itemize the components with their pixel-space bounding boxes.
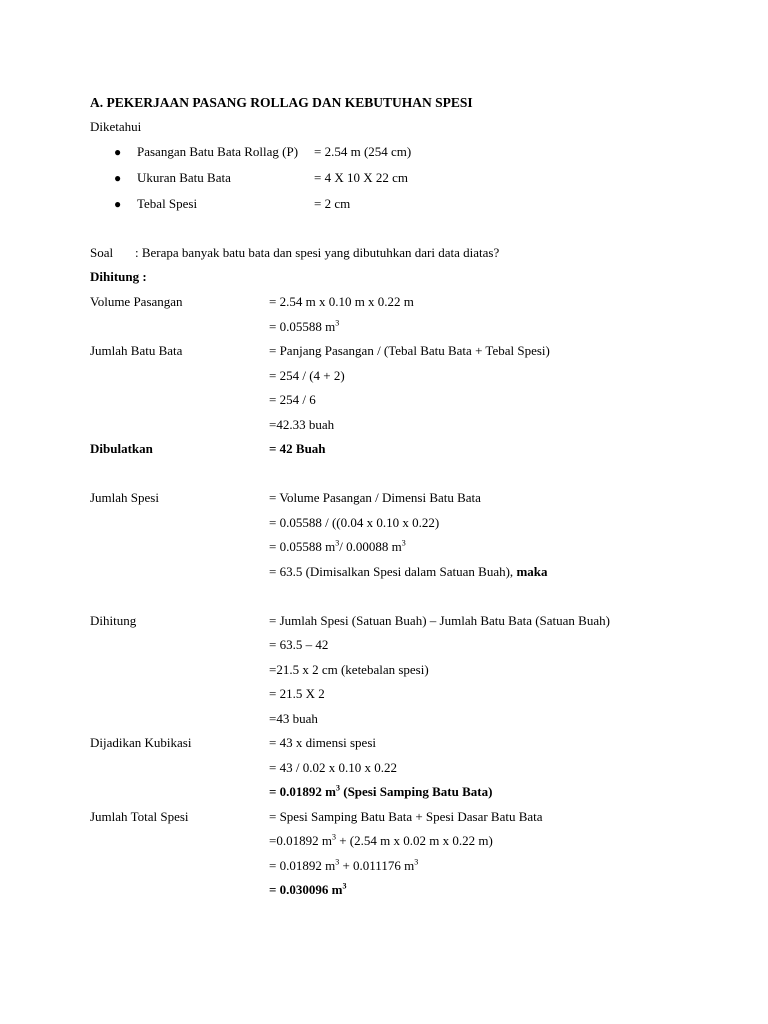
given-label: Ukuran Batu Bata [137,170,231,185]
document-title: A. PEKERJAAN PASANG ROLLAG DAN KEBUTUHAN SPESI [90,95,473,110]
bullet-icon: ● [114,171,122,185]
final-result: = 0.030096 $m^3$ [269,881,347,897]
calc-line: = Jumlah Spesi (Satuan Buah) – Jumlah Batu Bata (Satuan Buah) [269,613,610,628]
calc-line: = 0.01892 $m^3 + 0.011176$ $m^3$ [269,857,419,873]
jumlah-batu-bata-label: Jumlah Batu Bata [90,343,183,358]
calc-line: = 63.5 (Dimisalkan Spesi dalam Satuan Buah), maka [269,564,548,579]
calc-line: = 0.05588 / ((0.04 x 0.10 x 0.22) [269,515,440,530]
dihitung-heading: Dihitung : [90,269,147,284]
jumlah-total-spesi-label: Jumlah Total Spesi [90,809,189,824]
calc-line: = Volume Pasangan / Dimensi Batu Bata [269,490,481,505]
dijadikan-kubikasi-label: Dijadikan Kubikasi [90,735,192,750]
diketahui-label: Diketahui [90,119,142,134]
jumlah-spesi-label: Jumlah Spesi [90,490,159,505]
calc-line: = 43 x dimensi spesi [269,735,376,750]
calc-line: = 2.54 m x 0.10 m x 0.22 m [269,294,414,309]
calc-line: = Panjang Pasangan / (Tebal Batu Bata + Tebal Spesi) [269,343,550,358]
soal-label: Soal [90,245,114,260]
superscript: 3 [401,538,406,548]
volume-pasangan-label: Volume Pasangan [90,294,183,309]
calc-line: = 254 / (4 + 2) [269,368,345,383]
calc-line: =21.5 x 2 cm (ketebalan spesi) [269,662,429,677]
given-value: = 2.54 m (254 cm) [314,144,412,159]
superscript: 3 [335,538,340,548]
bullet-icon: ● [114,197,122,211]
superscript: 3 [335,857,340,867]
superscript: 3 [336,783,340,793]
superscript: 3 [335,318,340,328]
given-label: Pasangan Batu Bata Rollag (P) [137,144,299,159]
superscript: 3 [414,857,419,867]
calc-line: =43 buah [269,711,318,726]
soal-question: : Berapa banyak batu bata dan spesi yang dibutuhkan dari data diatas? [135,245,500,260]
calc-line: = 43 / 0.02 x 0.10 x 0.22 [269,760,397,775]
superscript: 3 [331,832,336,842]
calc-line: = 0.01892 $m^3$ (Spesi Samping Batu Bata) [269,783,493,799]
bullet-icon: ● [114,145,122,159]
calc-line: = Spesi Samping Batu Bata + Spesi Dasar Batu Bata [269,809,543,824]
calc-line: = 21.5 X 2 [269,686,325,701]
given-value: = 2 cm [314,196,351,211]
given-value: = 4 X 10 X 22 cm [314,170,408,185]
dibulatkan-label: Dibulatkan [90,441,153,456]
dihitung-label: Dihitung [90,613,137,628]
calc-line: =42.33 buah [269,417,335,432]
calc-line: =0.01892 $m^3 + (2.54$ m x 0.02 m x 0.22 m) [269,832,493,848]
calc-line: = 254 / 6 [269,392,316,407]
calc-line: = 0.05588 $m^3/$ 0.00088 $m^3$ [269,538,406,554]
calc-line: = 63.5 – 42 [269,637,329,652]
calc-line: = 0.05588 $m^3$ [269,318,340,334]
rounded-result: = 42 Buah [269,441,326,456]
given-label: Tebal Spesi [137,196,198,211]
superscript: 3 [342,881,347,891]
